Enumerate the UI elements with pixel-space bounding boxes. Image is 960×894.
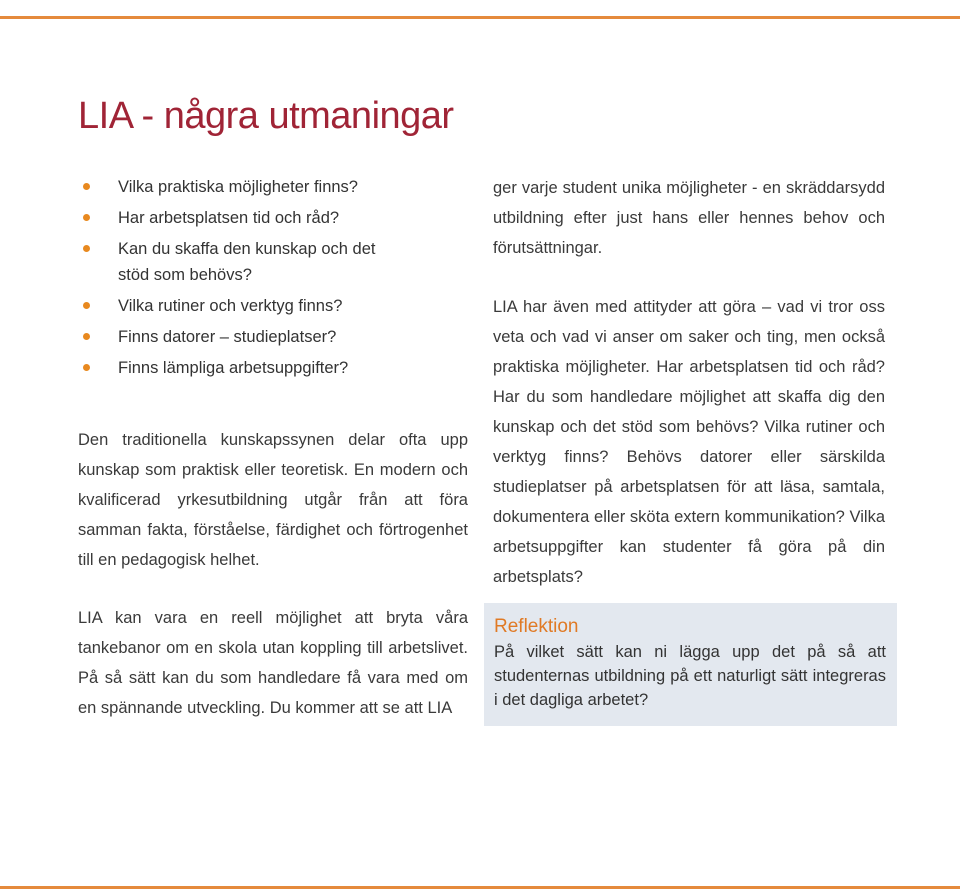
list-item-text: Vilka praktiska möjligheter finns? [118,178,358,196]
page-title: LIA - några utmaningar [78,95,454,137]
list-item-text: Har arbetsplatsen tid och råd? [118,209,340,227]
challenge-list [80,174,410,386]
right-paragraph-attitudes: LIA har även med attityder att göra – vad vi tror oss veta och vad vi anser om saker och ting, men också praktiska möjligheter. Har arbetsplatsen tid och råd? Har du som handledare möjlighet att skaffa dig den kunskap och det stöd som behövs? Vilka rutiner och verktyg finns? Behövs datorer eller särskilda studieplatser på arbetsplatsen för att läsa, samtala, dokumentera eller sköta extern kommunikation? Vilka arbetsuppgifter kan studenter få göra på din arbetsplats? [493,298,885,586]
list-item [80,293,410,319]
left-paragraph-lia: LIA kan vara en reell möjlighet att bryta våra tankebanor om en skola utan koppling till arbetslivet. På så sätt kan du som handledare få vara med om en spännande utveckling. Du kommer att se att LIA [78,609,468,717]
right-paragraph-opportunities: ger varje student unika möjligheter - en skräddarsydd utbildning efter just hans eller hennes behov och förutsättningar. [493,179,885,257]
list-item [80,324,410,350]
list-item-text: Finns lämpliga arbetsuppgifter? [118,359,349,377]
list-item-text: Finns datorer – studieplatser? [118,328,337,346]
top-rule [0,16,960,19]
bullet-dot-icon [83,333,90,340]
list-item [80,355,410,381]
bullet-dot-icon [83,214,90,221]
bullet-dot-icon [83,245,90,252]
bullet-dot-icon [83,183,90,190]
list-item-text: Vilka rutiner och verktyg finns? [118,297,343,315]
reflection-box [484,603,897,726]
list-item [80,205,410,231]
list-item-text: Kan du skaffa den kunskap och det stöd som behövs? [118,240,376,284]
reflection-text: På vilket sätt kan ni lägga upp det på så att studenternas utbildning på ett naturligt sätt integreras i det dagliga arbetet? [494,643,886,709]
list-item [80,174,410,200]
list-item [80,236,410,288]
left-paragraph-knowledge: Den traditionella kunskapssynen delar ofta upp kunskap som praktisk eller teoretisk. En modern och kvalificerad yrkesutbildning utgår från att föra samman fakta, förståelse, färdighet och förtrogenhet till en pedagogisk helhet. [78,431,468,569]
bullet-dot-icon [83,302,90,309]
bullet-dot-icon [83,364,90,371]
reflection-heading: Reflektion [494,616,579,637]
bottom-rule [0,886,960,889]
